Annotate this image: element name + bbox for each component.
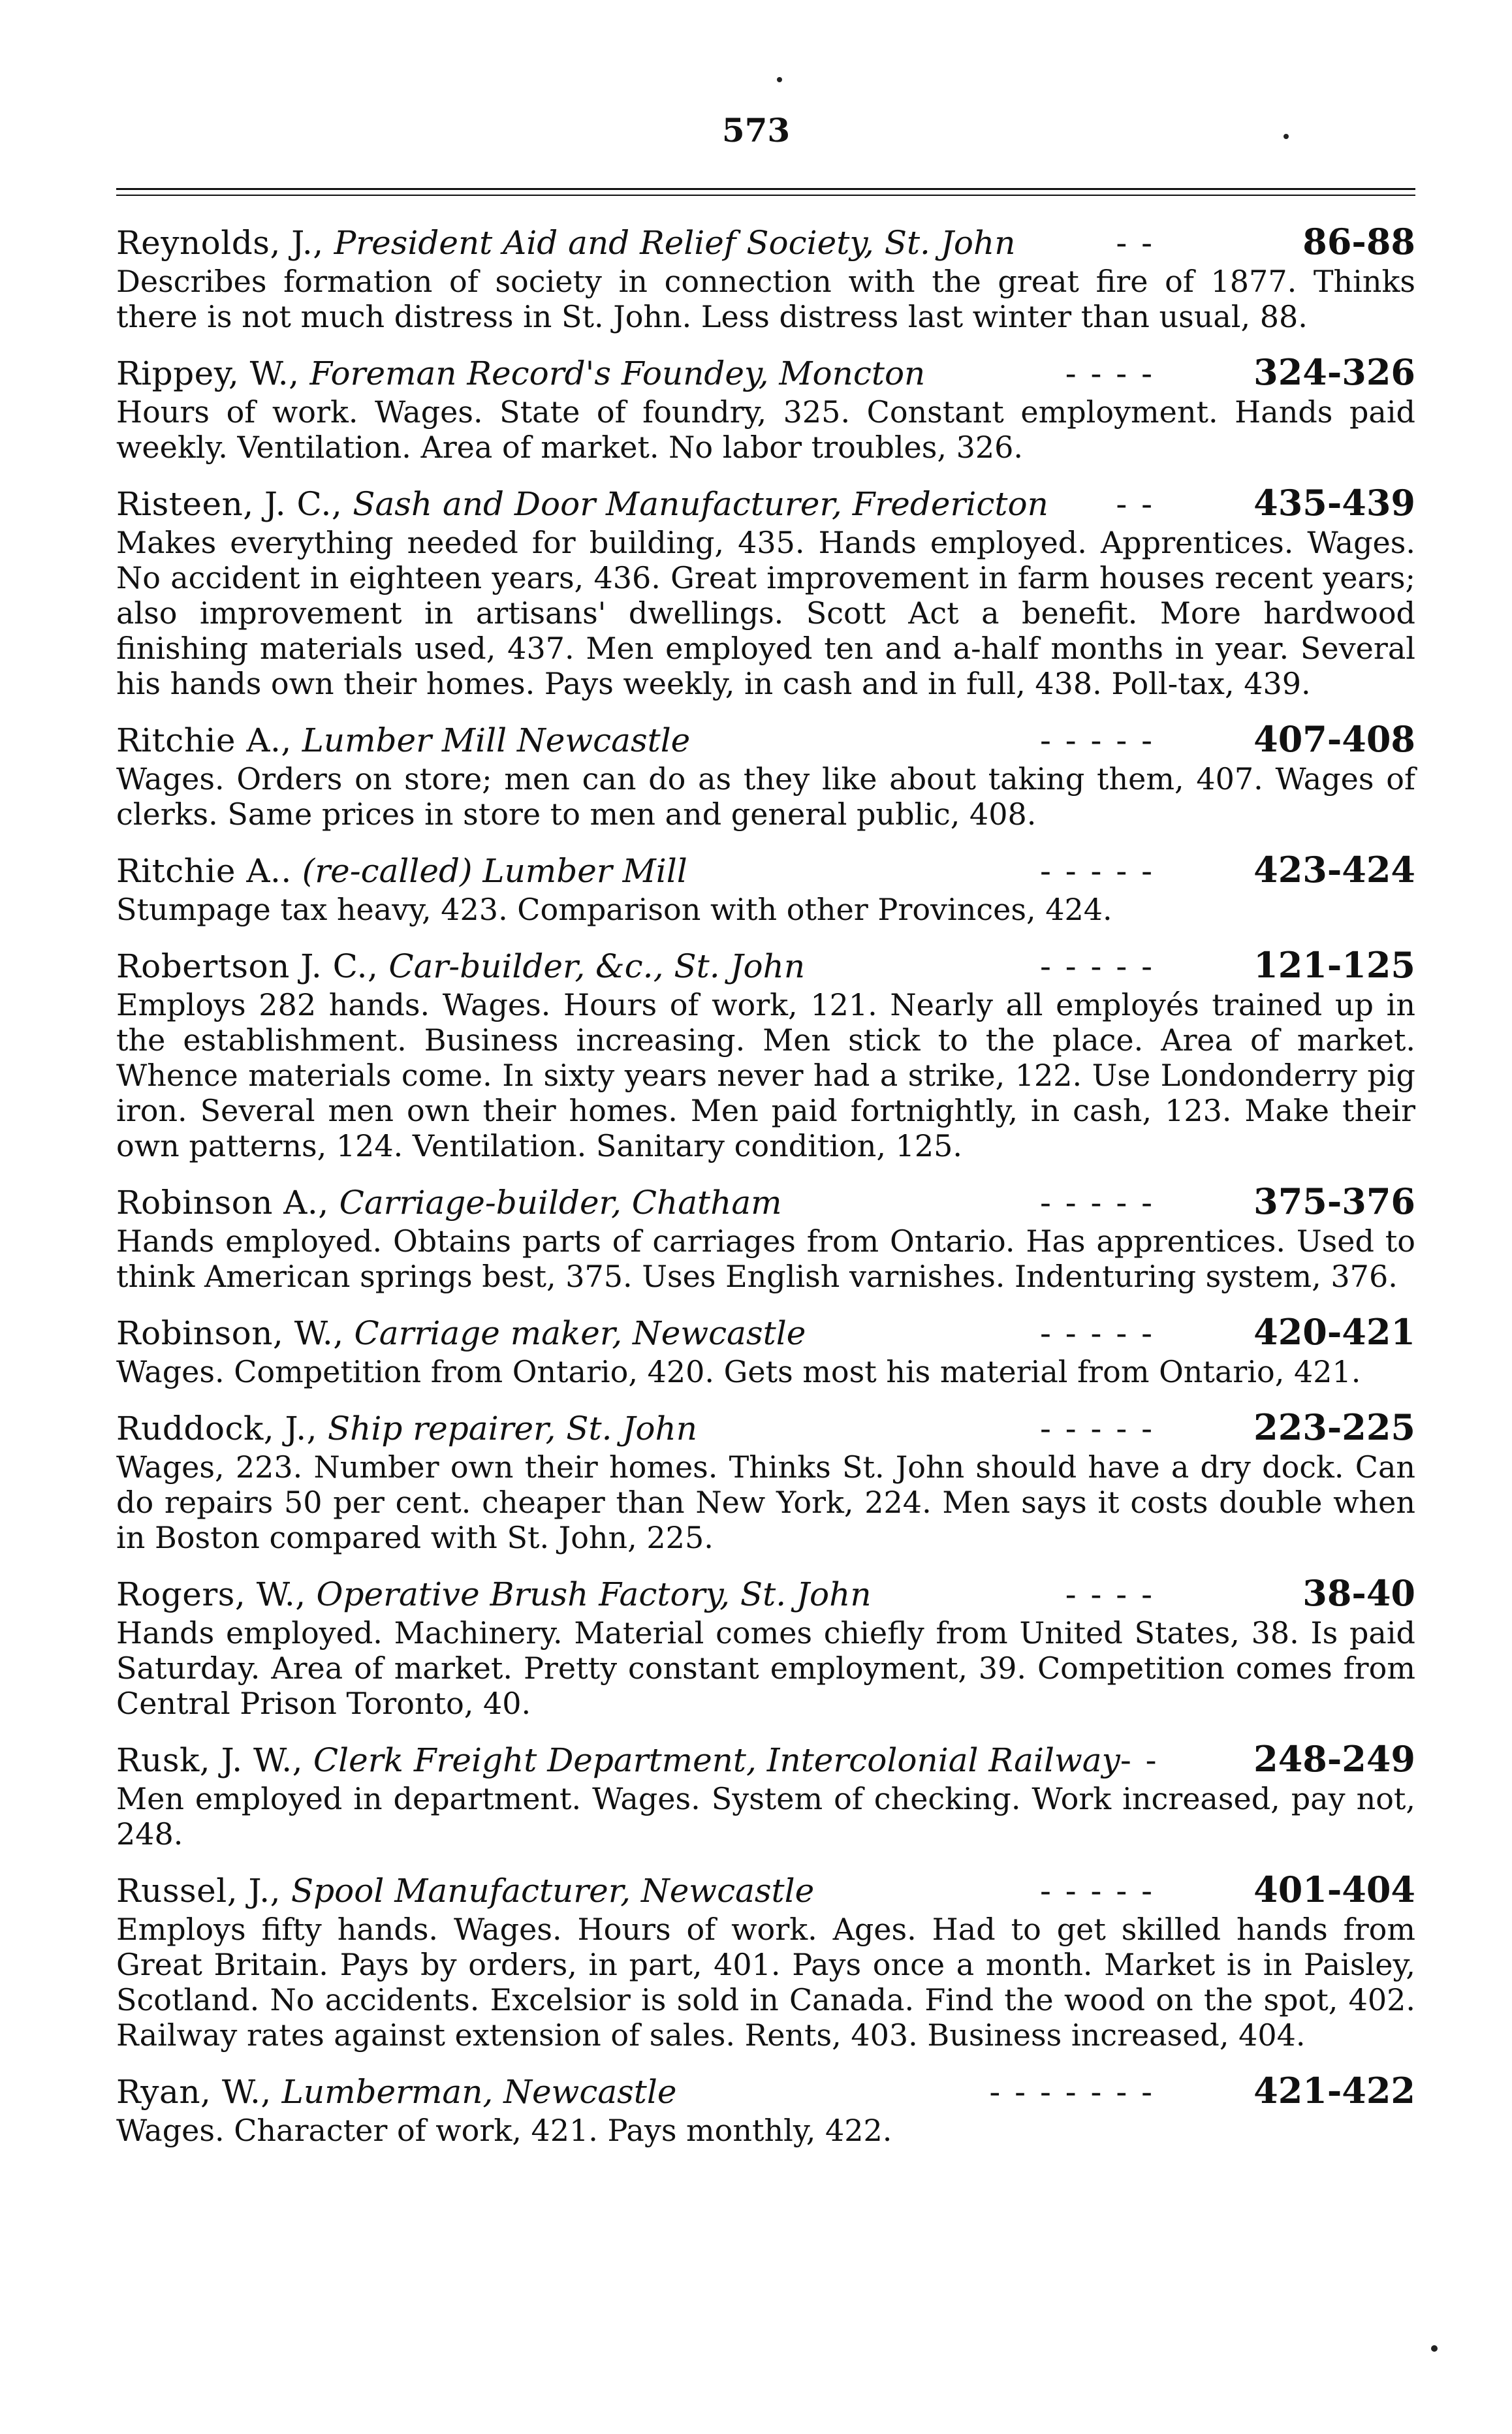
- entry-name: Reynolds, J.,: [116, 224, 324, 262]
- entry-heading: [116, 483, 1415, 524]
- entry-heading: [116, 2071, 1415, 2111]
- entry-name: Risteen, J. C.,: [116, 485, 343, 523]
- index-entry: [116, 1182, 1415, 1294]
- leader-dashes: - -: [1120, 1741, 1159, 1779]
- entry-summary: Describes formation of society in connection with the great fire of 1877. Thinks there is not much distress in St. John. Less distress last winter than usual, 88.: [116, 264, 1415, 334]
- entry-description: Spool Manufacturer, Newcastle: [291, 1872, 815, 1910]
- entry-name: Ryan, W.,: [116, 2073, 272, 2111]
- page-range: 38-40: [1302, 1572, 1415, 1614]
- entry-heading: [116, 353, 1415, 393]
- entry-name: Ruddock, J.,: [116, 1410, 318, 1447]
- entry-name: Robertson J. C.,: [116, 947, 379, 985]
- page-range: 435-439: [1253, 482, 1415, 524]
- entry-summary: Hands employed. Obtains parts of carriages from Ontario. Has apprentices. Used to think American springs best, 375. Uses English varnishes. Indenturing system, 376.: [116, 1224, 1415, 1294]
- page-number: 573: [721, 111, 791, 150]
- entry-name: Ritchie A..: [116, 852, 292, 890]
- entry-heading: [116, 1739, 1415, 1780]
- page-range: 86-88: [1302, 221, 1415, 262]
- entry-name: Robinson A.,: [116, 1184, 329, 1222]
- entry-heading: [116, 1573, 1415, 1614]
- entry-name: Robinson, W.,: [116, 1314, 344, 1352]
- index-entry: [116, 850, 1415, 927]
- leader-dashes: - - - -: [1065, 355, 1154, 392]
- entry-description: Clerk Freight Department, Intercolonial Railway: [313, 1741, 1120, 1779]
- leader-dashes: - - - - -: [1039, 1184, 1154, 1222]
- print-speck: [1431, 2345, 1438, 2352]
- index-entry: [116, 1870, 1415, 2053]
- leader-dashes: - - - - - - -: [989, 2073, 1154, 2111]
- entry-name: Rusk, J. W.,: [116, 1741, 303, 1779]
- page-range: 324-326: [1253, 351, 1415, 393]
- entry-name: Ritchie A.,: [116, 721, 292, 759]
- header-rule: [116, 195, 1415, 196]
- index-entry: [116, 222, 1415, 334]
- entry-name: Russel, J.,: [116, 1872, 281, 1910]
- page-range: 423-424: [1253, 849, 1415, 891]
- leader-dashes: - - - -: [1065, 1575, 1154, 1613]
- entry-summary: Employs fifty hands. Wages. Hours of work. Ages. Had to get skilled hands from Great Britain. Pays by orders, in part, 401. Pays once a month. Market is in Paisley, Scotland. No accidents. Excelsior is sold in Canada. Find the wood on the spot, 402. Railway rates against extension of sales. Rents, 403. Business increased, 404.: [116, 1912, 1415, 2053]
- entry-description: Car-builder, &c., St. John: [388, 947, 806, 985]
- entry-summary: Wages. Orders on store; men can do as they like about taking them, 407. Wages of clerks. Same prices in store to men and general public, 408.: [116, 761, 1415, 832]
- entry-description: Foreman Record's Foundey, Moncton: [309, 355, 926, 392]
- leader-dashes: - - - - -: [1039, 1872, 1154, 1910]
- index-entry: [116, 2071, 1415, 2148]
- entry-heading: [116, 1312, 1415, 1353]
- entry-description: Ship repairer, St. John: [327, 1410, 697, 1447]
- entry-heading: [116, 719, 1415, 760]
- entry-heading: [116, 222, 1415, 262]
- header-rule: [116, 188, 1415, 190]
- entry-heading: [116, 1408, 1415, 1448]
- page-range: 401-404: [1253, 1869, 1415, 1910]
- leader-dashes: - - - - -: [1039, 721, 1154, 759]
- entry-summary: Employs 282 hands. Wages. Hours of work, 121. Nearly all employés trained up in the establishment. Business increasing. Men stick to the place. Area of market. Whence materials come. In sixty years never had a strike, 122. Use Londonderry pig iron. Several men own their homes. Men paid fortnightly, in cash, 123. Make their own patterns, 124. Ventilation. Sanitary condition, 125.: [116, 987, 1415, 1163]
- page-range: 420-421: [1253, 1311, 1415, 1353]
- entry-summary: Wages, 223. Number own their homes. Thinks St. John should have a dry dock. Can do repairs 50 per cent. cheaper than New York, 224. Men says it costs double when in Boston compared with St. John, 225.: [116, 1449, 1415, 1555]
- entry-description: Lumber Mill Newcastle: [302, 721, 691, 759]
- entry-heading: [116, 945, 1415, 986]
- entry-summary: Stumpage tax heavy, 423. Comparison with other Provinces, 424.: [116, 892, 1112, 927]
- page-range: 121-125: [1253, 944, 1415, 986]
- leader-dashes: - -: [1116, 485, 1154, 523]
- page-range: 375-376: [1253, 1180, 1415, 1222]
- entry-summary: Men employed in department. Wages. System of checking. Work increased, pay not, 248.: [116, 1781, 1415, 1852]
- entry-description: Carriage maker, Newcastle: [354, 1314, 806, 1352]
- entry-heading: [116, 1182, 1415, 1222]
- index-entry: [116, 1408, 1415, 1555]
- leader-dashes: - - - - -: [1039, 1314, 1154, 1352]
- entry-summary: Hours of work. Wages. State of foundry, 325. Constant employment. Hands paid weekly. Ventilation. Area of market. No labor troubles, 326.: [116, 394, 1415, 465]
- entry-description: (re-called) Lumber Mill: [302, 852, 687, 890]
- index-entry: [116, 719, 1415, 832]
- page-range: 421-422: [1253, 2070, 1415, 2111]
- index-entry: [116, 353, 1415, 465]
- leader-dashes: - - - - -: [1039, 852, 1154, 890]
- entry-summary: Hands employed. Machinery. Material comes chiefly from United States, 38. Is paid Saturday. Area of market. Pretty constant employment, 39. Competition comes from Central Prison Toronto, 40.: [116, 1615, 1415, 1721]
- print-speck: [1284, 134, 1289, 139]
- index-entry: [116, 945, 1415, 1163]
- entry-heading: [116, 850, 1415, 891]
- index-entries: [116, 222, 1415, 2166]
- entry-name: Rippey, W.,: [116, 355, 300, 392]
- entry-summary: Makes everything needed for building, 435. Hands employed. Apprentices. Wages. No accident in eighteen years, 436. Great improvement in farm houses recent years; also improvement in artisans' dwellings. Scott Act a benefit. More hardwood finishing materials used, 437. Men employed ten and a-half months in year. Several his hands own their homes. Pays weekly, in cash and in full, 438. Poll-tax, 439.: [116, 525, 1415, 701]
- entry-description: Carriage-builder, Chatham: [339, 1184, 782, 1222]
- entry-summary: Wages. Character of work, 421. Pays monthly, 422.: [116, 2113, 892, 2148]
- leader-dashes: - - - - -: [1039, 1410, 1154, 1447]
- entry-description: Sash and Door Manufacturer, Fredericton: [353, 485, 1048, 523]
- index-entry: [116, 483, 1415, 701]
- index-entry: [116, 1573, 1415, 1721]
- entry-description: Operative Brush Factory, St. John: [316, 1575, 872, 1613]
- entry-heading: [116, 1870, 1415, 1910]
- leader-dashes: - -: [1116, 224, 1154, 262]
- print-speck: [777, 77, 782, 82]
- entry-name: Rogers, W.,: [116, 1575, 306, 1613]
- page-range: 223-225: [1253, 1406, 1415, 1448]
- entry-description: Lumberman, Newcastle: [281, 2073, 677, 2111]
- leader-dashes: - - - - -: [1039, 947, 1154, 985]
- index-entry: [116, 1739, 1415, 1852]
- page-range: 407-408: [1253, 718, 1415, 760]
- page-range: 248-249: [1253, 1738, 1415, 1780]
- entry-summary: Wages. Competition from Ontario, 420. Gets most his material from Ontario, 421.: [116, 1354, 1361, 1389]
- index-entry: [116, 1312, 1415, 1389]
- entry-description: President Aid and Relief Society, St. John: [334, 224, 1016, 262]
